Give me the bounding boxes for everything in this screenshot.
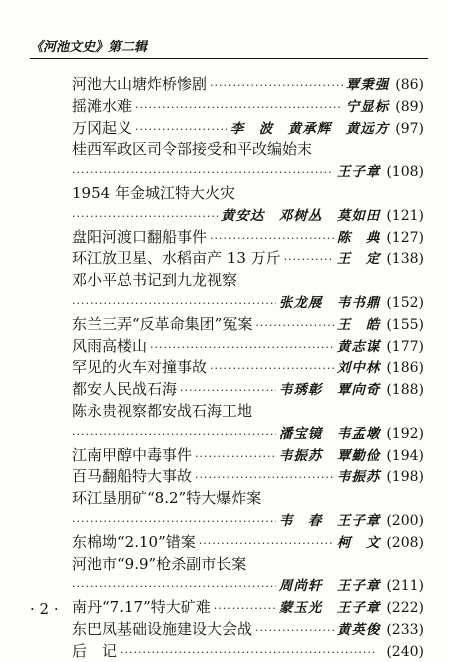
- leader-dots: [255, 624, 334, 637]
- leader-dots: [210, 232, 334, 245]
- toc-entry: [72, 226, 424, 248]
- toc-entry-continuation: [72, 422, 424, 444]
- page-number: · 2 ·: [30, 600, 59, 618]
- toc-page: (240): [386, 643, 424, 660]
- toc-page: (86): [395, 77, 424, 93]
- leader-dots: [214, 602, 276, 615]
- leader-dots: [180, 384, 276, 397]
- toc-entry: [72, 138, 424, 160]
- toc-author: 陈 典: [336, 229, 381, 246]
- toc-page: (89): [395, 98, 424, 115]
- toc-title: 河池大山塘炸桥惨剧: [72, 75, 208, 93]
- toc-entry: [72, 247, 424, 269]
- toc-author: 柯 文: [336, 534, 381, 551]
- toc-author: 张龙展 韦书鼎: [278, 294, 381, 311]
- leader-dots: [72, 428, 276, 441]
- toc-entry: [72, 444, 424, 466]
- toc-author: 黄志谋: [336, 338, 381, 355]
- toc-page: (121): [386, 207, 424, 224]
- toc-entry-continuation: [72, 160, 424, 182]
- toc-page: (233): [386, 621, 424, 638]
- toc-page: (198): [386, 469, 424, 486]
- toc-entry-continuation: [72, 509, 424, 531]
- toc-title: 南丹“7.17”特大矿难: [72, 598, 211, 617]
- toc-page: (186): [386, 360, 424, 377]
- toc-author: 黄安达 邓树丛 莫如田: [220, 207, 381, 224]
- toc-title: 环江放卫星、水稻亩产 13 万斤: [72, 249, 281, 268]
- leader-dots: [72, 580, 276, 593]
- toc-page: (177): [386, 338, 424, 355]
- toc-title: 陈永贵视察都安战石海工地: [72, 401, 253, 420]
- toc-title: 百马翻船特大事故: [72, 467, 193, 486]
- toc-entry: [72, 269, 424, 291]
- toc-page: (152): [386, 294, 424, 311]
- toc-page: (194): [386, 447, 424, 464]
- leader-dots: [135, 123, 227, 136]
- toc-author: 李 波 黄承辉 黄远方: [229, 120, 390, 137]
- toc-author: 宁显标: [345, 98, 390, 115]
- toc-entry: [72, 640, 424, 662]
- toc-title: 东棉坳“2.10”错案: [72, 532, 196, 551]
- toc-entry: [72, 531, 424, 553]
- toc-page: (200): [386, 512, 424, 529]
- toc-page: (188): [386, 382, 424, 399]
- toc-author: 韦振苏 覃勤俭: [278, 447, 381, 464]
- toc-title: 江南甲醇中毒事件: [72, 445, 193, 464]
- toc-page: (138): [386, 251, 424, 268]
- toc-author: 黄英俊: [336, 621, 381, 638]
- toc-author: 周尚轩 王子章: [278, 578, 381, 595]
- toc-title: 盘阳河渡口翻船事件: [72, 227, 208, 246]
- toc-entry: [72, 400, 424, 422]
- toc-author: 韦 春 王子章: [278, 512, 381, 529]
- toc-title: 后 记: [72, 641, 118, 660]
- toc-page: (211): [386, 578, 424, 595]
- toc-author: 王 定: [336, 251, 381, 268]
- toc-entry: [72, 356, 424, 378]
- toc-title: 摇滩水难: [72, 96, 133, 115]
- leader-dots: [284, 253, 334, 266]
- toc-title: 东兰三弄“反革命集团”冤案: [72, 314, 253, 333]
- toc-entry: [72, 553, 424, 575]
- book-header: 《河池文史》第二辑: [30, 36, 428, 59]
- toc-entry: [72, 313, 424, 335]
- toc-entry: [72, 618, 424, 640]
- toc-entry: [72, 182, 424, 204]
- toc-entry: [72, 596, 424, 618]
- toc-author: 覃秉强: [345, 77, 390, 93]
- leader-dots: [210, 362, 334, 375]
- toc-entry: [72, 335, 424, 357]
- leader-dots: [195, 450, 276, 463]
- toc-entry: [72, 487, 424, 509]
- toc-page: (127): [386, 229, 424, 246]
- toc-author: 王子章: [336, 164, 381, 181]
- toc-title: 罕见的火车对撞事故: [72, 358, 208, 377]
- toc-title: 河池市“9.9”枪杀副市长案: [72, 554, 247, 573]
- leader-dots: [72, 515, 276, 528]
- leader-dots: [255, 319, 334, 332]
- toc-page: (192): [386, 425, 424, 442]
- leader-dots: [199, 537, 334, 550]
- leader-dots: [72, 166, 334, 179]
- toc-title: 东巴凤基础设施建设大会战: [72, 619, 253, 638]
- toc-author: 蒙玉光 王子章: [278, 600, 381, 617]
- toc-entry-continuation: [72, 204, 424, 226]
- leader-dots: [72, 297, 276, 310]
- toc-entry-continuation: [72, 291, 424, 313]
- leader-dots: [72, 210, 218, 223]
- leader-dots: [150, 341, 334, 354]
- toc-title: 都安人民战石海: [72, 380, 178, 399]
- toc-title: 风雨高楼山: [72, 336, 148, 355]
- leader-dots: [210, 79, 343, 92]
- toc-page: (208): [386, 534, 424, 551]
- toc-page: (108): [386, 164, 424, 181]
- toc-title: 环江垦朋矿“8.2”特大爆炸案: [72, 489, 262, 508]
- toc-title: 邓小平总书记到九龙视察: [72, 271, 238, 290]
- toc-author: 王 皓: [336, 316, 381, 333]
- leader-dots: [195, 471, 334, 484]
- leader-dots: [135, 101, 343, 114]
- toc-title: 1954 年金城江特大火灾: [72, 183, 235, 202]
- toc-page: (97): [395, 120, 424, 137]
- toc-entry: [72, 465, 424, 487]
- toc-author: 韦琇彰 覃向奇: [278, 382, 381, 399]
- toc-entry: [72, 95, 424, 117]
- toc-entry: [72, 378, 424, 400]
- toc-author: 潘宝镜 韦孟墩: [278, 425, 381, 442]
- toc-page: (222): [386, 600, 424, 617]
- table-of-contents: [72, 73, 424, 662]
- toc-entry: [72, 117, 424, 139]
- toc-entry: [72, 73, 424, 95]
- toc-title: 桂西军政区司令部接受和平改编始末: [72, 140, 313, 159]
- toc-author: 韦振苏: [336, 469, 381, 486]
- toc-title: 万冈起义: [72, 118, 133, 137]
- toc-author: 刘中林: [336, 360, 381, 377]
- toc-entry-continuation: [72, 574, 424, 596]
- toc-page: (155): [386, 316, 424, 333]
